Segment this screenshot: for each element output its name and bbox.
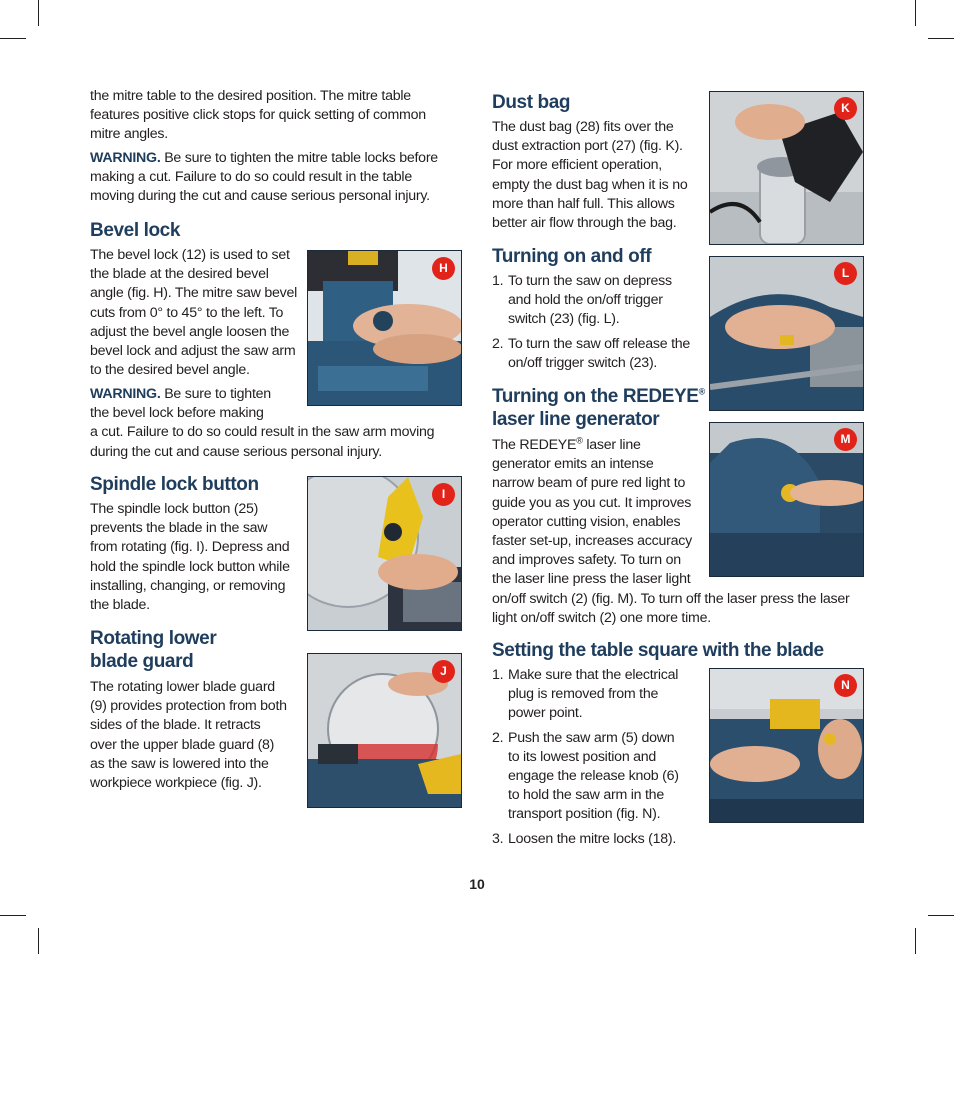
figure-m-photo — [709, 422, 864, 577]
figure-badge: L — [834, 262, 857, 285]
figure-j-photo — [307, 653, 462, 808]
text-line: during the cut and cause serious personal injury. — [90, 443, 382, 460]
blade-guard-paragraph — [90, 678, 305, 793]
figure-badge: K — [834, 97, 857, 120]
list-number: 2. — [492, 335, 504, 352]
figure-l-photo — [709, 256, 864, 411]
text-line: generator emits an intense — [492, 456, 654, 473]
spindle-lock-paragraph — [90, 500, 305, 615]
crop-mark — [928, 38, 954, 39]
text-line: plug is removed from the — [508, 686, 659, 703]
text-line: dust extraction port (27) (fig. K). — [492, 138, 683, 155]
text-line: and hold the on/off trigger — [508, 292, 663, 309]
text-line: more than half full. This allows — [492, 195, 675, 212]
text-line: To turn the saw on depress — [508, 273, 672, 289]
figure-n-photo — [709, 668, 864, 823]
crop-mark — [38, 928, 39, 954]
crop-mark — [915, 0, 916, 26]
text-line: For more efficient operation, — [492, 157, 662, 174]
figure-badge: I — [432, 483, 455, 506]
list-number: 1. — [492, 667, 504, 683]
list-number: 1. — [492, 273, 504, 289]
text-line: as the saw is lowered into the — [90, 755, 269, 772]
text-line: to hold the saw arm in the — [508, 787, 664, 804]
text-line: Make sure that the electrical — [508, 667, 679, 683]
crop-mark — [38, 0, 39, 26]
text-line: the laser line press the laser light — [492, 571, 691, 588]
text-line: from rotating (fig. I). Depress and — [90, 539, 290, 556]
text-line: cuts from 0° to 45° to the left. To — [90, 304, 284, 321]
redeye-heading — [492, 385, 705, 431]
text-line: the mitre table to the desired position. The mitre table — [90, 88, 411, 104]
text-line: To turn the saw off release the — [508, 335, 691, 352]
text-line: over the upper blade guard (8) — [90, 736, 275, 753]
mitre-warning — [90, 149, 460, 207]
table-square-heading: Setting the table square with the blade — [492, 640, 824, 661]
intro-paragraph — [90, 87, 460, 145]
crop-mark — [0, 915, 26, 916]
text-line: better air flow through the bag. — [492, 215, 677, 232]
text-line: the bevel lock before making — [90, 405, 264, 422]
text-line: a cut. Failure to do so could result in the saw arm moving — [90, 424, 435, 441]
text-line: features positive click stops for quick setting of common — [90, 107, 426, 124]
text-line: faster set-up, increases accuracy — [492, 533, 692, 550]
text-line: angle (fig. H). The mitre saw bevel — [90, 285, 298, 302]
heading-line: blade guard — [90, 651, 194, 672]
text-line: Be sure to tighten — [160, 386, 271, 402]
text-line: the blade. — [90, 597, 150, 614]
text-line: The REDEYE — [492, 437, 577, 453]
text-line: hold the spindle lock button while — [90, 558, 290, 575]
list-number: 3. — [492, 830, 504, 847]
text-line: on/off trigger switch (23). — [508, 354, 658, 371]
text-line: Loosen the mitre locks (18). — [508, 830, 677, 847]
crop-mark — [915, 928, 916, 954]
list-number: 2. — [492, 729, 504, 746]
text-line: on/off switch (2) (fig. M). To turn off the laser press the laser — [492, 590, 850, 607]
text-line: making a cut. Failure to do so could result in the table — [90, 169, 412, 186]
text-line: the blade at the desired bevel — [90, 266, 269, 283]
figure-h-photo — [307, 250, 462, 406]
dust-bag-paragraph — [492, 118, 704, 233]
text-line: guide you as you cut. It improves — [492, 494, 692, 511]
figure-badge: H — [432, 257, 455, 280]
text-line: mitre angles. — [90, 126, 168, 143]
figure-badge: N — [834, 674, 857, 697]
text-line: and improves safety. To turn on — [492, 552, 681, 569]
text-line: transport position (fig. N). — [508, 806, 661, 823]
text-line: switch (23) (fig. L). — [508, 311, 620, 328]
text-line: bevel lock and adjust the saw arm — [90, 343, 296, 360]
text-line: power point. — [508, 705, 583, 722]
text-line: narrow beam of pure red light to — [492, 475, 686, 492]
spindle-lock-heading: Spindle lock button — [90, 474, 259, 495]
crop-mark — [928, 915, 954, 916]
page-number: 10 — [469, 876, 485, 892]
text-line: (9) provides protection from both — [90, 698, 287, 715]
text-line: installing, changing, or removing — [90, 577, 286, 594]
crop-mark — [0, 38, 26, 39]
text-line: The bevel lock (12) is used to set — [90, 247, 290, 263]
turning-on-off-list — [492, 272, 704, 373]
text-line: engage the release knob (6) — [508, 768, 679, 785]
text-line: to the desired bevel angle. — [90, 362, 250, 379]
figure-badge: M — [834, 428, 857, 451]
bevel-lock-heading: Bevel lock — [90, 220, 180, 241]
text-line: The dust bag (28) fits over the — [492, 119, 674, 135]
warning-label: WARNING. — [90, 150, 161, 166]
text-line: workpiece workpiece (fig. J). — [90, 775, 262, 792]
text-line: Push the saw arm (5) down — [508, 729, 675, 746]
text-line: The spindle lock button (25) — [90, 501, 259, 517]
text-line: prevents the blade in the saw — [90, 520, 268, 537]
text-line: Be sure to tighten the mitre table locks before — [160, 150, 438, 166]
text-line: to its lowest position and — [508, 748, 657, 765]
registered-mark: ® — [576, 435, 583, 446]
text-line: moving during the cut and cause serious personal injury. — [90, 188, 430, 205]
registered-mark: ® — [698, 386, 705, 397]
text-line: The rotating lower blade guard — [90, 679, 275, 695]
figure-k-photo — [709, 91, 864, 245]
blade-guard-heading — [90, 627, 216, 673]
text-line: operator cutting vision, enables — [492, 513, 681, 530]
figure-badge: J — [432, 660, 455, 683]
heading-line: Rotating lower — [90, 628, 217, 649]
warning-label: WARNING. — [90, 386, 161, 402]
text-line: sides of the blade. It retracts — [90, 717, 261, 734]
heading-line: laser line generator — [492, 409, 660, 430]
bevel-lock-paragraph — [90, 246, 305, 380]
text-line: light on/off switch (2) one more time. — [492, 609, 711, 626]
text-line: empty the dust bag when it is no — [492, 176, 688, 193]
dust-bag-heading: Dust bag — [492, 92, 571, 113]
turning-on-off-heading: Turning on and off — [492, 246, 652, 267]
text-line: adjust the bevel angle loosen the — [90, 323, 290, 340]
heading-line: Turning on the REDEYE — [492, 386, 699, 407]
figure-i-photo — [307, 476, 462, 631]
table-square-list — [492, 666, 704, 849]
text-line: laser line — [582, 437, 641, 453]
